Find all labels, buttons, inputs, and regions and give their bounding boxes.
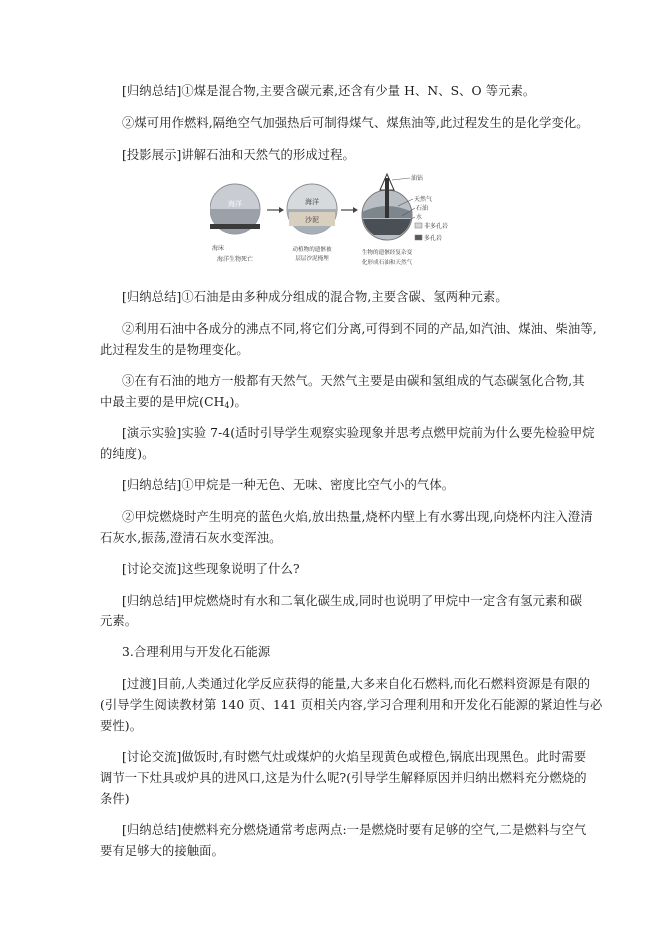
panel2-top-label: 海洋 (305, 198, 319, 206)
figure-panel-sediment (287, 184, 337, 262)
p13-line-3: 要性)。 (100, 719, 143, 733)
panel1-caption: 海洋生物死亡 (216, 256, 254, 263)
p3-line-1: [投影展示]讲解石油和天然气的形成过程。 (122, 148, 355, 162)
p1-line-1: [归纳总结]①煤是混合物,主要含碳元素,还含有少量 H、N、S、O 等元素。 (122, 84, 536, 98)
p5-line-2: 此过程发生的是物理变化。 (100, 343, 249, 357)
p14-line-3: 条件) (100, 792, 130, 806)
p11-line-2: 元素。 (100, 614, 138, 628)
panel3-caption-1: 生物的遗骸经复杂变 (361, 250, 413, 256)
ch4-subscript: 4 (224, 401, 230, 410)
label-nonporous: 非多孔岩 (424, 223, 449, 230)
panel1-bottom-label: 海床 (212, 245, 225, 252)
p7-line-2: 的纯度)。 (100, 447, 155, 461)
oil-gas-formation-figure (210, 172, 455, 277)
p8-line-1: [归纳总结]①甲烷是一种无色、无味、密度比空气小的气体。 (122, 478, 455, 492)
p6-line-2-text: 中最主要的是甲烷(CH (100, 395, 225, 409)
panel1-top-label: 海洋 (228, 200, 242, 208)
p10-line-1: [讨论交流]这些现象说明了什么? (122, 562, 300, 576)
panel2-caption-1: 动植物的遗骸被 (292, 247, 332, 253)
p11-line-1: [归纳总结]甲烷燃烧时有水和二氧化碳生成,同时也说明了甲烷中一定含有氢元素和碳 (122, 594, 583, 608)
p2-line-1: ②煤可用作燃料,隔绝空气加强热后可制得煤气、煤焦油等,此过程发生的是化学变化。 (122, 116, 589, 130)
panel2-middle-label: 沙泥 (305, 216, 319, 224)
p9-line-1: ②甲烷燃烧时产生明亮的蓝色火焰,放出热量,烧杯内壁上有水雾出现,向烧杯内注入澄清 (122, 510, 593, 524)
p6-line-2 (100, 394, 247, 414)
panel2-caption-2: 层层沙泥掩埋 (295, 256, 329, 262)
panel3-caption-2: 化形成石油和天然气 (361, 260, 413, 266)
p6-line-2-end: )。 (229, 395, 247, 409)
p13-line-1: [过渡]目前,人类通过化学反应获得的能量,大多来自化石燃料,而化石燃料资源是有限的 (122, 677, 591, 691)
p4-line-1: [归纳总结]①石油是由多种成分组成的混合物,主要含碳、氢两种元素。 (122, 290, 508, 304)
label-rig: 油钻 (411, 175, 424, 182)
p12-line-1: 3.合理利用与开发化石能源 (122, 645, 271, 659)
p15-line-2: 要有足够大的接触面。 (100, 844, 224, 858)
p7-line-1: [演示实验]实验 7-4(适时引导学生观察实验现象并思考点燃甲烷前为什么要先检验甲烷 (122, 426, 595, 440)
arrow-1-icon (267, 207, 284, 213)
p14-line-2: 调节一下灶具或炉具的进风口,这是为什么呢?(引导学生解释原因并归纳出燃料充分燃烧的 (100, 771, 587, 785)
label-gas: 天然气 (414, 196, 433, 203)
p9-line-2: 石灰水,振荡,澄清石灰水变浑浊。 (100, 531, 282, 545)
label-porous: 多孔岩 (424, 235, 443, 242)
figure-panel-reservoir (362, 174, 448, 266)
p14-line-1: [讨论交流]做饭时,有时燃气灶或煤炉的火焰呈现黄色或橙色,锅底出现黑色。此时需要 (122, 750, 587, 764)
p6-line-1: ③在有石油的地方一般都有天然气。天然气主要是由碳和氢组成的气态碳氢化合物,其 (122, 374, 585, 388)
arrow-2-icon (341, 207, 358, 213)
figure-panel-ocean (210, 184, 260, 263)
label-oil: 石油 (416, 205, 429, 212)
label-water: 水 (416, 214, 423, 221)
p13-line-2: (引导学生阅读教材第 140 页、141 页相关内容,学习合理利用和开发化石能源的紧迫性与必 (100, 698, 603, 712)
p15-line-1: [归纳总结]使燃料充分燃烧通常考虑两点:一是燃烧时要有足够的空气,二是燃料与空气 (122, 823, 587, 837)
p5-line-1: ②利用石油中各成分的沸点不同,将它们分离,可得到不同的产品,如汽油、煤油、柴油等, (122, 322, 597, 336)
